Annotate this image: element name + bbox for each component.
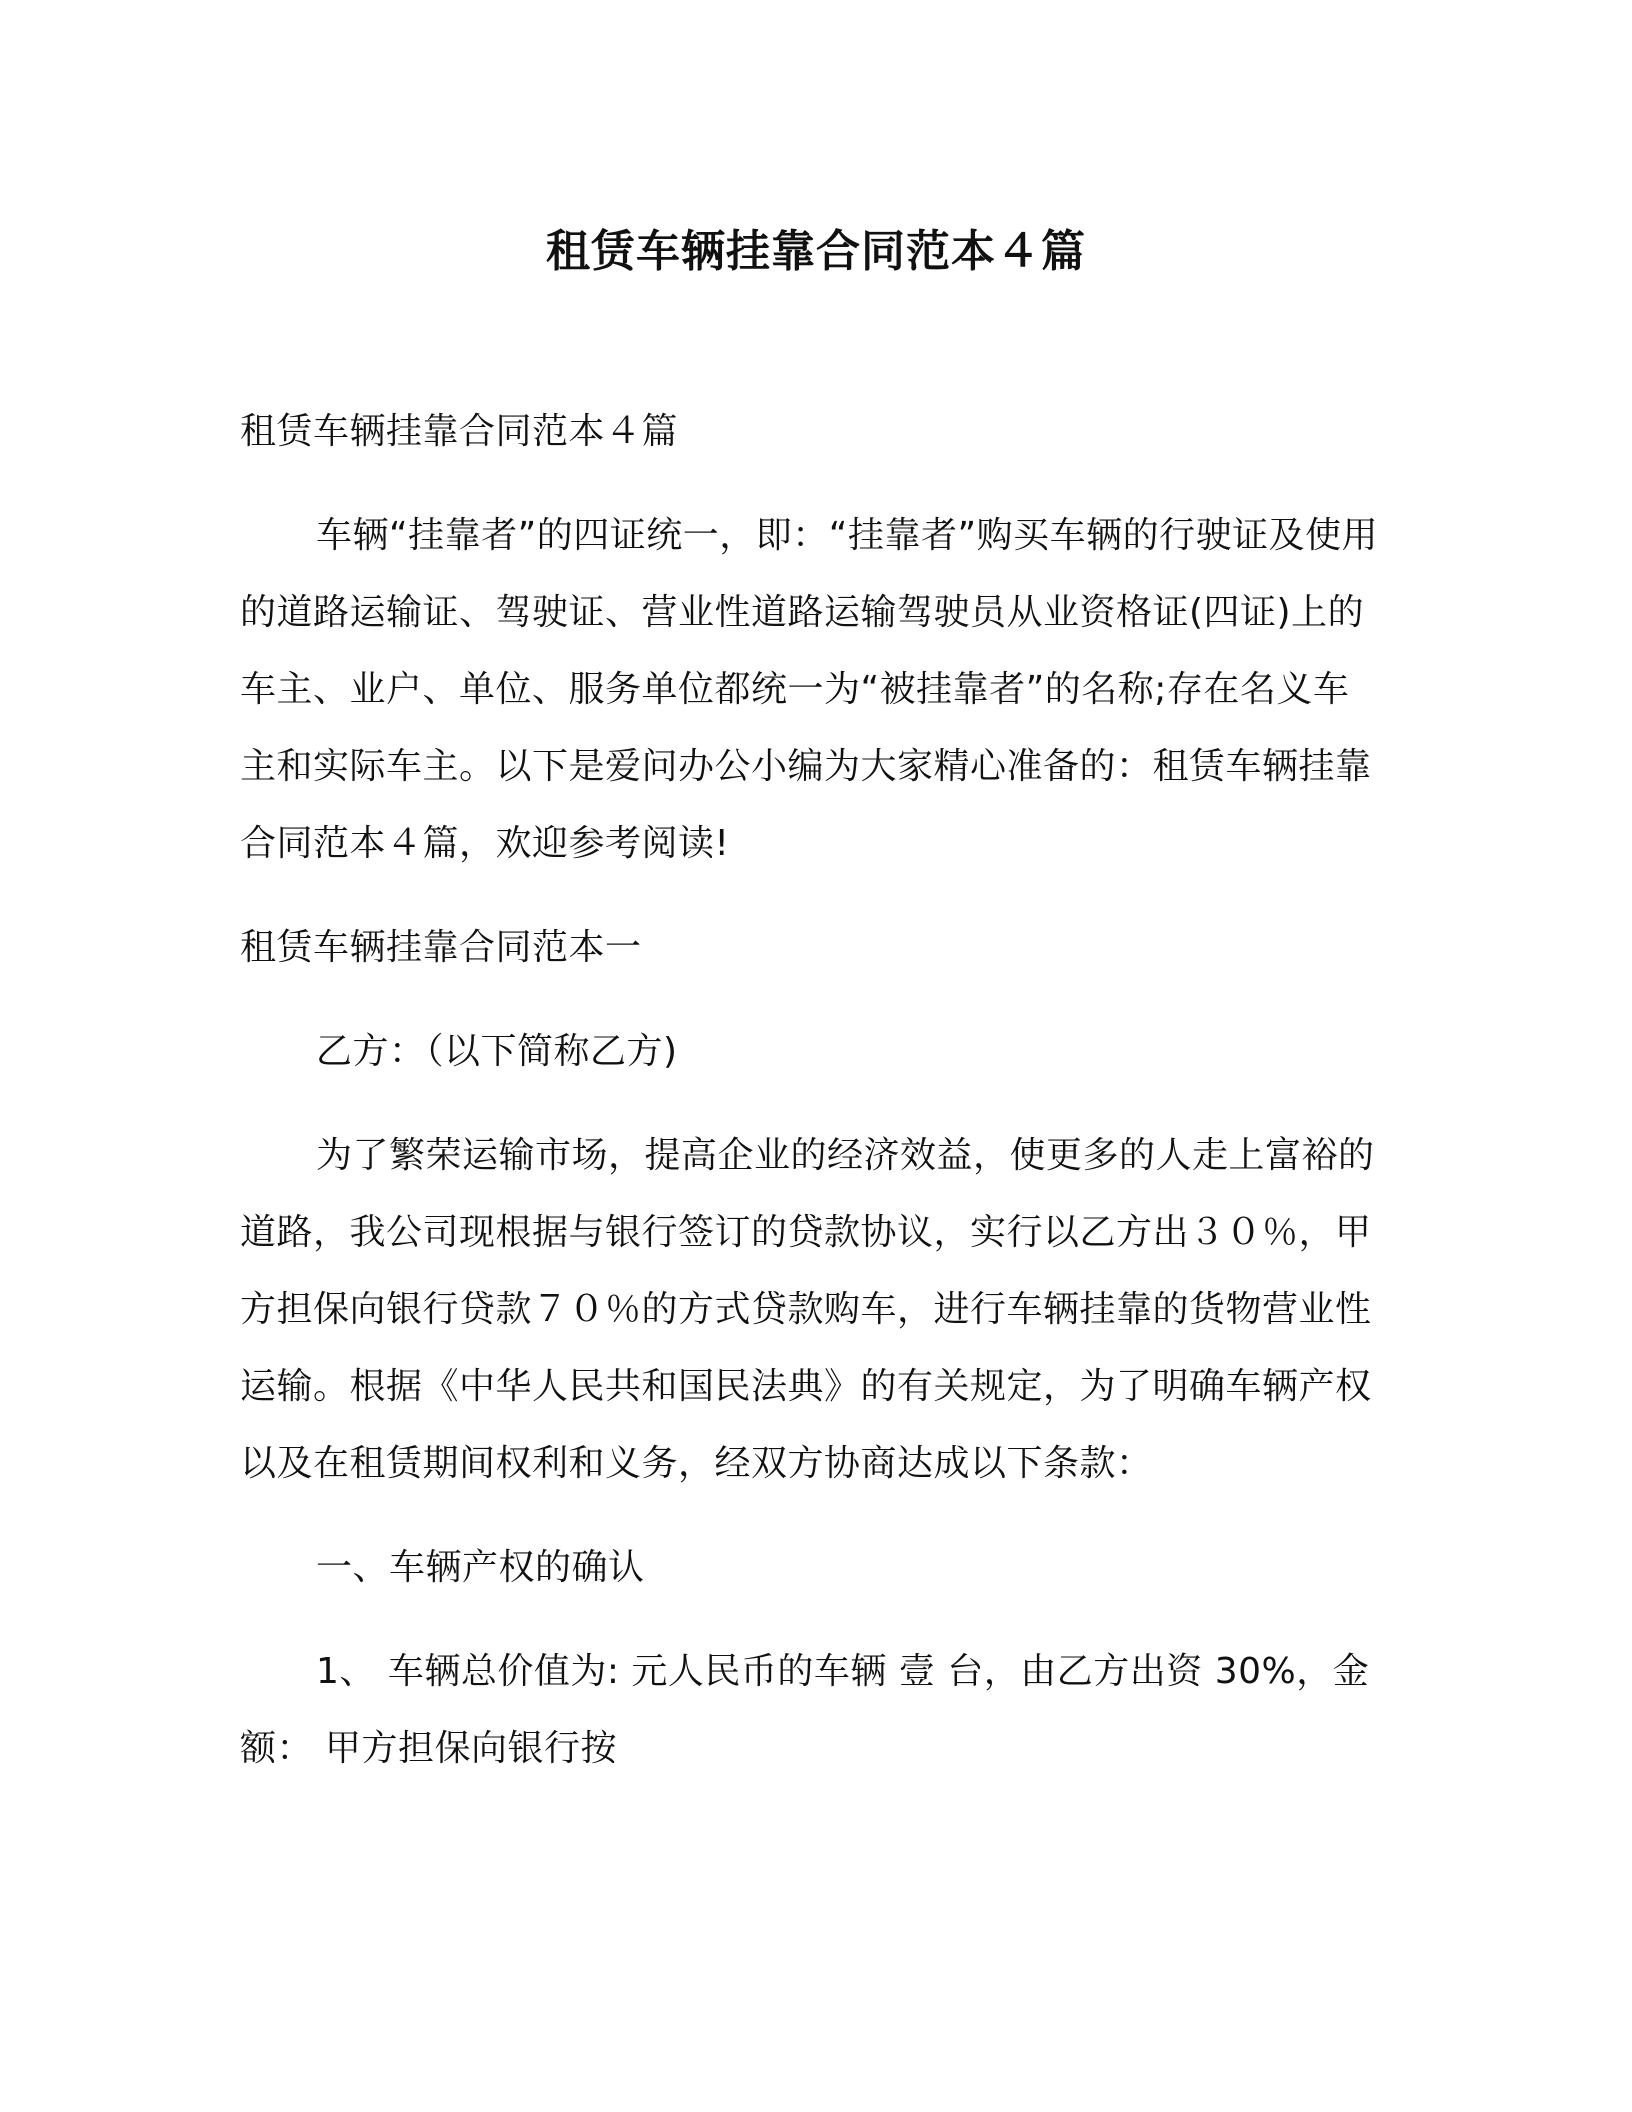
document-title: 租赁车辆挂靠合同范本４篇 — [546, 226, 1086, 277]
purpose-paragraph: 为了繁荣运输市场，提高企业的经济效益，使更多的人走上富裕的道路，我公司现根据与银行签订的贷款协议，实行以乙方出３０％，甲方担保向银行贷款７０％的方式贷款购车，进行车辆挂靠的货物营业性运输。根据《中华人民共和国民法典》的有关规定，为了明确车辆产权以及在租赁期间权利和义务，经双方协商达成以下条款： — [240, 1135, 1375, 1484]
party-b-line: 乙方：（以下简称乙方) — [316, 1031, 678, 1072]
document-subtitle: 租赁车辆挂靠合同范本４篇 — [240, 411, 679, 452]
document-body — [240, 393, 1382, 1814]
clause-heading: 一、车辆产权的确认 — [316, 1547, 645, 1588]
intro-paragraph: 车辆“挂靠者”的四证统一，即：“挂靠者”购买车辆的行驶证及使用的道路运输证、驾驶证、营业性道路运输驾驶员从业资格证(四证)上的车主、业户、单位、服务单位都统一为“被挂靠者”的名称;存在名义车主和实际车主。以下是爱问办公小编为大家精心准备的：租赁车辆挂靠合同范本４篇，欢迎参考阅读! — [240, 515, 1379, 864]
section-one-heading: 租赁车辆挂靠合同范本一 — [240, 927, 642, 968]
clause-1-paragraph: 1、 车辆总价值为: 元人民币的车辆 壹 台，由乙方出资 30%，金额： 甲方担保向银行按 — [240, 1651, 1370, 1769]
